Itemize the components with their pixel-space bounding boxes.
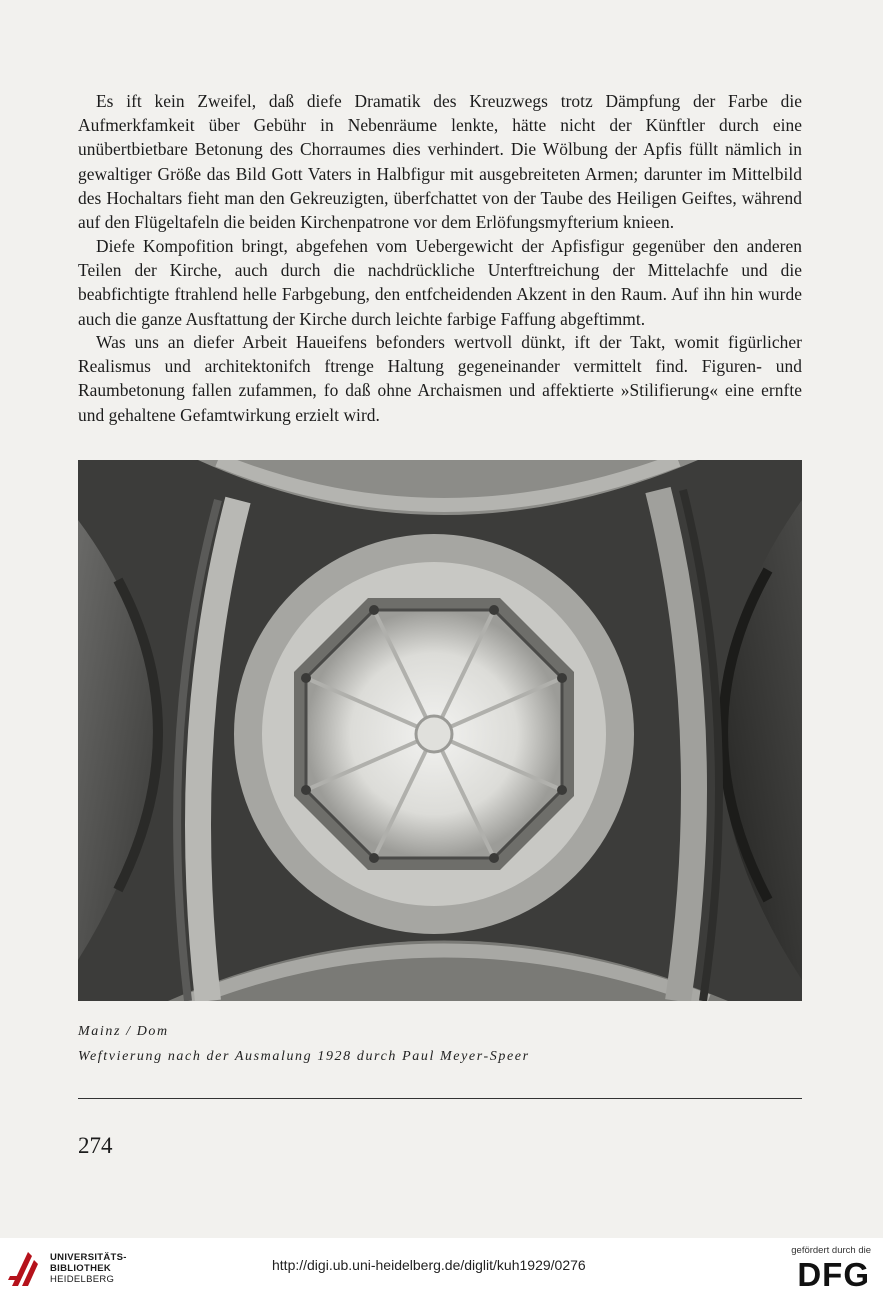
library-logo-icon[interactable] [8,1246,44,1290]
library-name-line-1: UNIVERSITÄTS- [50,1252,127,1263]
paragraph-1: Es ift kein Zweifel, daß diefe Dramatik des Kreuzwegs trotz Dämpfung der Farbe die Aufmerkfamkeit über Gebühr in Nebenräume lenkte, hätte nicht der Künftler durch eine unübertbietbare Betonung des Chorraumes dies verhindert. Die Wölbung der Apfis füllt nämlich in gewaltiger Größe das Bild Gott Vaters in Halbfigur mit ausgebreiteten Armen; darunter im Mittelbild des Hochaltars fieht man den Gekreuzigten, überfchattet von der Taube des Heiligen Geiftes, während auf den Flügeltafeln die beiden Kirchenpatrone vor dem Erlöfungsmyfterium knieen. [78,91,802,233]
paragraph-3: Was uns an diefer Arbeit Haueifens befonders wertvoll dünkt, ift der Takt, womit figürlicher Realismus und architektonifch ftrenge Haltung gegeneinander vermittelt find. Figuren- und Raumbetonung fallen zufammen, fo daß ohne Archaismen und affektierte »Stilifierung« eine ernfte und gehaltene Gefamtwirkung erzielt wird. [78,332,802,425]
dfg-logo[interactable]: DFG [797,1256,870,1293]
permalink-url[interactable]: http://digi.ub.uni-heidelberg.de/diglit/kuh1929/0276 [272,1257,586,1273]
library-name-line-2: BIBLIOTHEK [50,1263,112,1274]
footnote-rule [78,1098,802,1099]
paragraph-2: Diefe Kompofition bringt, abgefehen vom Uebergewicht der Apfisfigur gegenüber den anderen Teilen der Kirche, auch durch die nachdrückliche Unterftreichung der Mittelachfe und die beabfichtigte ftrahlend helle Farbgebung, den entfcheidenden Akzent in den Raum. Auf ihn hin wurde auch die ganze Ausftattung der Kirche durch leichte farbige Faffung abgeftimmt. [78,236,802,329]
viewer-footer [0,1238,883,1301]
caption-description: Weftvierung nach der Ausmalung 1928 durch Paul Meyer-Speer [78,1049,530,1064]
caption-location: Mainz / Dom [78,1024,169,1039]
page-number: 274 [78,1133,113,1158]
crossing-vault-photograph [78,460,802,1001]
library-name[interactable] [50,1252,127,1285]
library-name-line-3: HEIDELBERG [50,1274,115,1285]
funding-note: gefördert durch die [791,1245,871,1256]
